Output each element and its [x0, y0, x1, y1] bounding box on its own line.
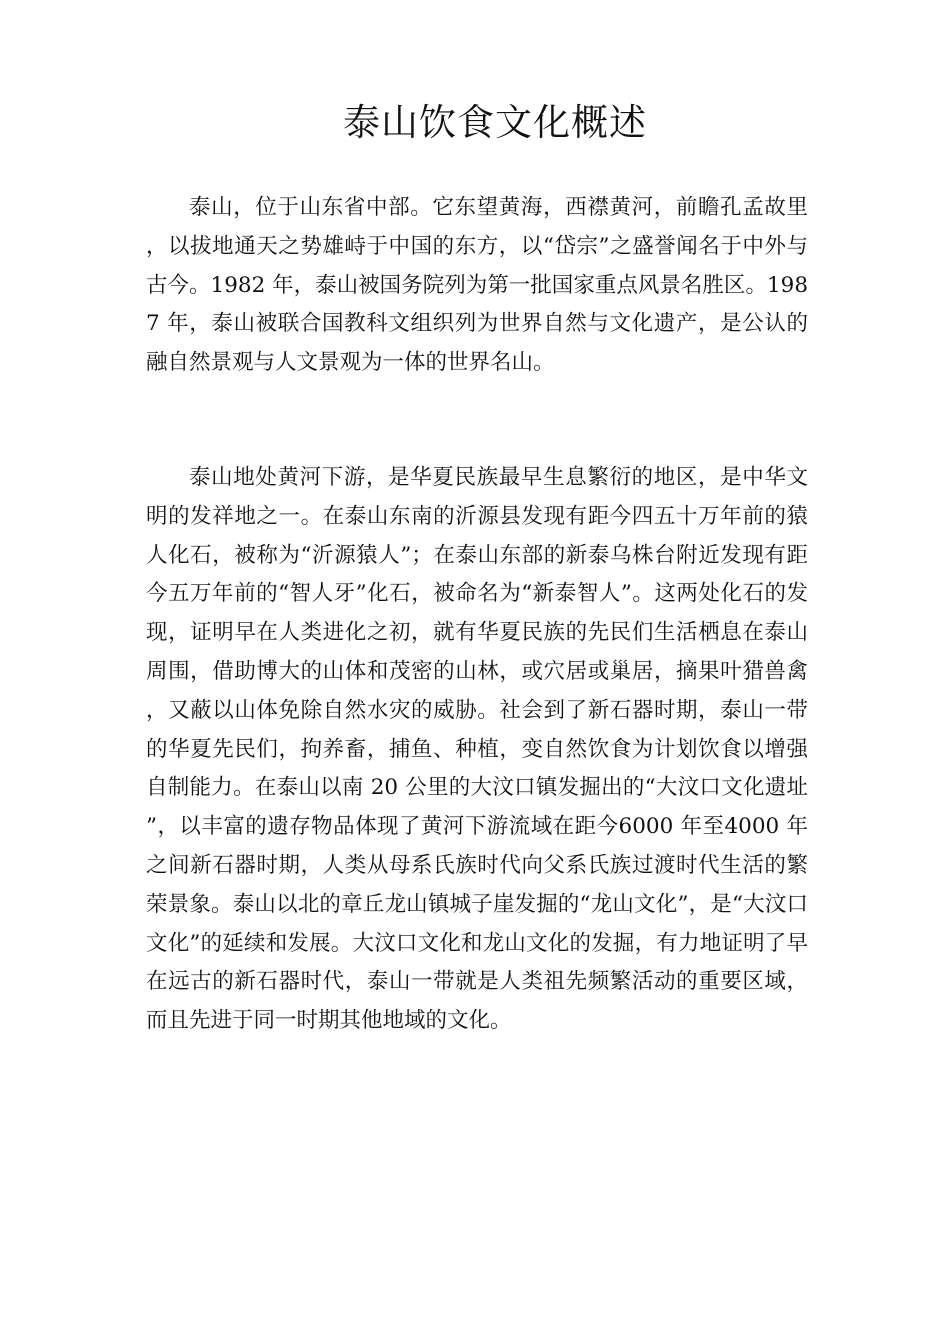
document-title: 泰山饮食文化概述 — [343, 101, 647, 144]
paragraph-history: 泰山地处黄河下游，是华夏民族最早生息繁衍的地区，是中华文明的发祥地之一。在泰山东南的沂源县发现有距今四五十万年前的猿人化石，被称为“沂源猿人”；在泰山东部的新泰乌株台附近发现有距今五万年前的“智人牙”化石，被命名为“新泰智人”。这两处化石的发现，证明早在人类进化之初，就有华夏民族的先民们生活栖息在泰山周围，借助博大的山体和茂密的山林，或穴居或巢居，摘果叶猎兽禽，又蔽以山体免除自然水灾的威胁。社会到了新石器时期，泰山一带的华夏先民们，拘养畜，捕鱼、种植，变自然饮食为计划饮食以增强自制能力。在泰山以南 20 公里的大汶口镇发掘出的“大汶口文化遗址”，以丰富的遗存物品体现了黄河下游流域在距今6000 年至4000 年之间新石器时期，人类从母系氏族时代向父系氏族过渡时代生活的繁荣景象。泰山以北的章丘龙山镇城子崖发掘的“龙山文化”，是“大汶口文化”的延续和发展。大汶口文化和龙山文化的发掘，有力地证明了早在远古的新石器时代，泰山一带就是人类祖先频繁活动的重要区域，而且先进于同一时期其他地域的文化。 — [146, 465, 808, 1034]
paragraph-intro: 泰山，位于山东省中部。它东望黄海，西襟黄河，前瞻孔孟故里，以拔地通天之势雄峙于中国的东方，以“岱宗”之盛誉闻名于中外与古今。1982 年，泰山被国务院列为第一批国家重点风景名胜区。1987 年，泰山被联合国教科文组织列为世界自然与文化遗产，是公认的融自然景观与人文景观为一体的世界名山。 — [146, 195, 808, 376]
